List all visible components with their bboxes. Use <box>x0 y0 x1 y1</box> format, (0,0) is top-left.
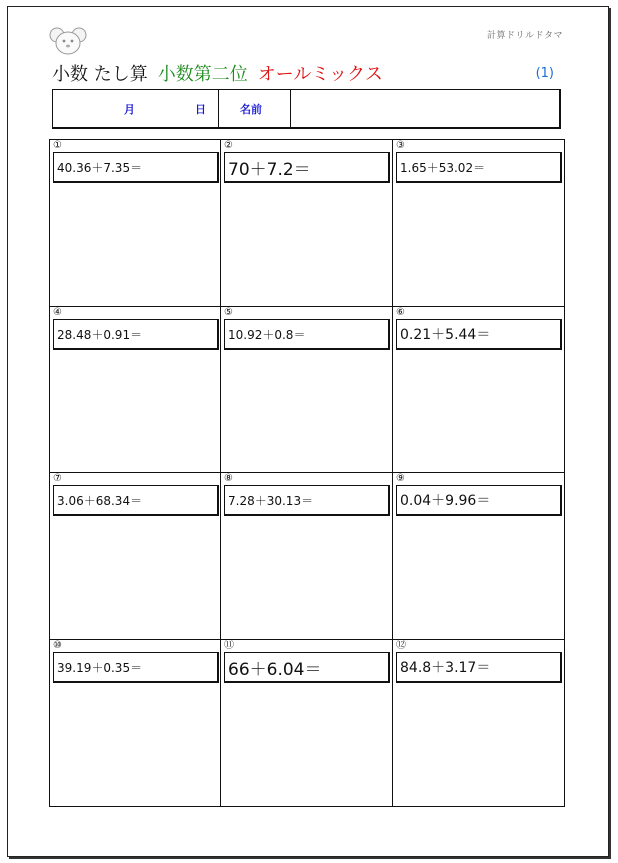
problem-number: ⑦ <box>53 473 62 484</box>
title-operation: 小数 たし算 <box>52 64 148 85</box>
problem-number: ⑨ <box>396 473 405 484</box>
worksheet-title <box>52 60 393 88</box>
problem-expression: 84.8＋3.17＝ <box>396 652 562 683</box>
problem-number: ① <box>53 140 62 151</box>
problem-expression: 7.28＋30.13＝ <box>224 485 390 516</box>
problem-number: ⑩ <box>53 640 62 651</box>
problem-number: ⑪ <box>224 640 234 651</box>
problem-cell <box>50 473 221 640</box>
problem-number: ④ <box>53 307 62 318</box>
problem-number: ⑥ <box>396 307 405 318</box>
mouse-face-icon <box>49 26 87 56</box>
problem-expression: 28.48＋0.91＝ <box>53 319 219 350</box>
problem-number: ⑧ <box>224 473 233 484</box>
problem-cell <box>221 307 393 473</box>
problem-number: ② <box>224 140 233 151</box>
problem-expression: 70＋7.2＝ <box>224 152 390 183</box>
brand-name: 計算ドリルドタマ <box>486 31 563 41</box>
problem-cell <box>393 307 564 473</box>
problem-expression: 0.04＋9.96＝ <box>396 485 562 516</box>
problem-cell <box>221 140 393 307</box>
problem-expression: 66＋6.04＝ <box>224 652 390 683</box>
problem-expression: 39.19＋0.35＝ <box>53 652 219 683</box>
day-label: 日 <box>195 103 206 116</box>
problem-expression: 1.65＋53.02＝ <box>396 152 562 183</box>
problem-number: ③ <box>396 140 405 151</box>
problem-cell <box>221 640 393 806</box>
problem-expression: 10.92＋0.8＝ <box>224 319 390 350</box>
problem-cell <box>50 307 221 473</box>
problem-cell <box>393 140 564 307</box>
name-field[interactable] <box>291 90 559 127</box>
title-mode: オールミックス <box>257 64 383 85</box>
name-date-box <box>52 89 561 129</box>
problem-cell <box>221 473 393 640</box>
name-label-cell <box>219 90 291 127</box>
problem-cell <box>50 640 221 806</box>
problem-number: ⑤ <box>224 307 233 318</box>
name-label: 名前 <box>240 103 262 116</box>
problem-expression: 0.21＋5.44＝ <box>396 319 562 350</box>
problem-cell <box>393 473 564 640</box>
date-field[interactable] <box>53 90 219 127</box>
problem-grid <box>49 139 565 807</box>
problem-expression: 40.36＋7.35＝ <box>53 152 219 183</box>
problem-cell <box>393 640 564 806</box>
problem-expression: 3.06＋68.34＝ <box>53 485 219 516</box>
title-level: 小数第二位 <box>157 64 248 85</box>
sheet-number: (1) <box>535 66 554 81</box>
problem-cell <box>50 140 221 307</box>
month-label: 月 <box>124 103 135 116</box>
problem-number: ⑫ <box>396 640 406 651</box>
